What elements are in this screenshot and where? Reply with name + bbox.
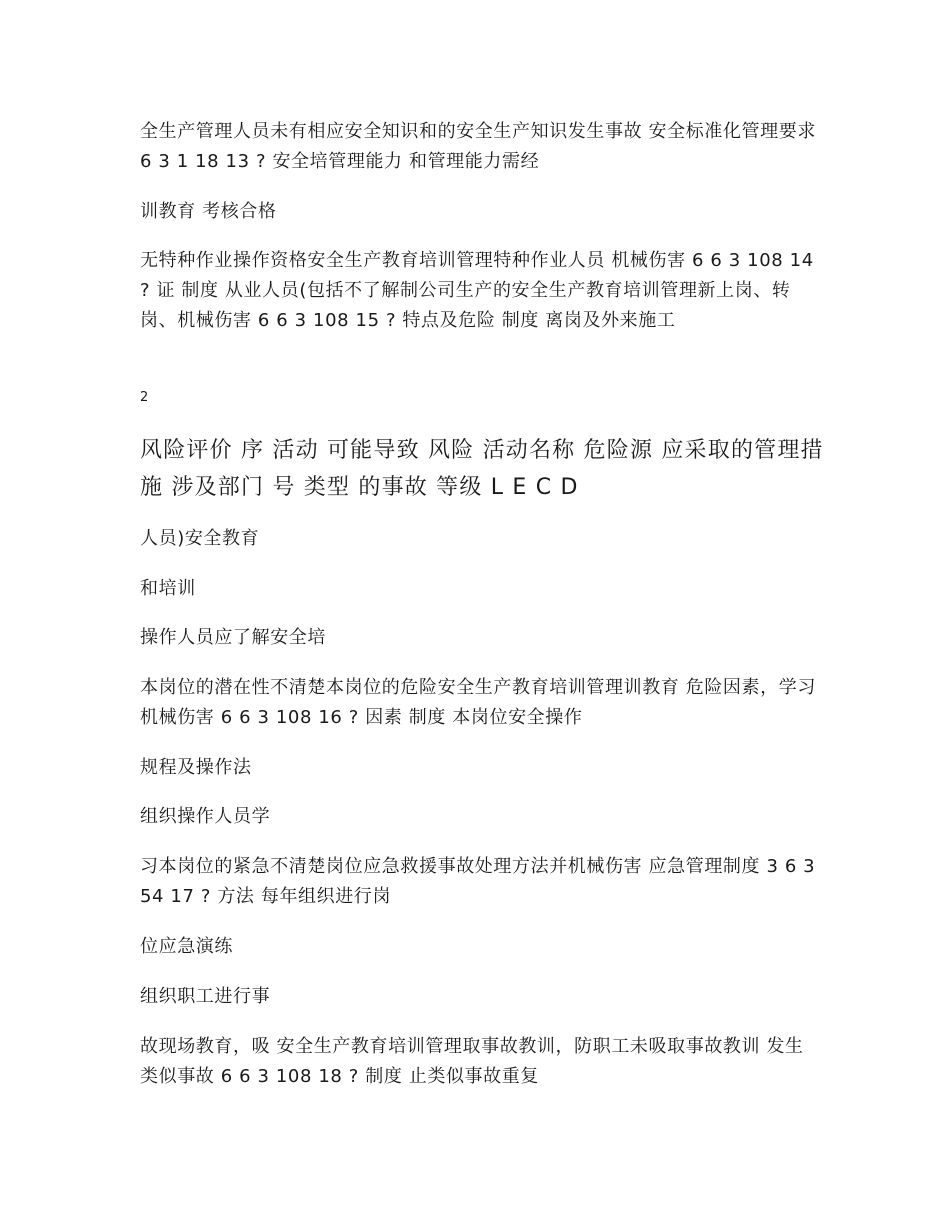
- paragraph-7: 本岗位的潜在性不清楚本岗位的危险安全生产教育培训管理训教育 危险因素，学习机械伤害 6 6 3 108 16 ? 因素 制度 本岗位安全操作: [140, 677, 816, 728]
- paragraph-9: 组织操作人员学: [140, 806, 271, 827]
- paragraph-13: 故现场教育，吸 安全生产教育培训管理取事故教训，防职工未吸取事故教训 发生类似事故 6 6 3 108 18 ? 制度 止类似事故重复: [140, 1036, 804, 1087]
- paragraph-11: 位应急演练: [140, 936, 233, 957]
- paragraph-10: 习本岗位的紧急不清楚岗位应急救援事故处理方法并机械伤害 应急管理制度 3 6 3 54 17 ? 方法 每年组织进行岗: [140, 856, 816, 907]
- paragraph-1: 全生产管理人员未有相应安全知识和的安全生产知识发生事故 安全标准化管理要求 6 3 1 18 13 ? 安全培管理能力 和管理能力需经: [140, 121, 816, 172]
- paragraph-12: 组织职工进行事: [140, 986, 271, 1007]
- paragraph-6: 操作人员应了解安全培: [140, 627, 326, 648]
- paragraph-2: 训教育 考核合格: [140, 201, 277, 222]
- page-number: 2: [140, 390, 149, 405]
- table-header-text: 风险评价 序 活动 可能导致 风险 活动名称 危险源 应采取的管理措施 涉及部门 号 类型 的事故 等级 L E C D: [140, 438, 824, 500]
- paragraph-3: 无特种作业操作资格安全生产教育培训管理特种作业人员 机械伤害 6 6 3 108 14 ? 证 制度 从业人员(包括不了解制公司生产的安全生产教育培训管理新上岗、转岗、机械伤害 6 6 3 108 15 ? 特点及危险 制度 离岗及外来施工: [140, 250, 814, 331]
- paragraph-5: 和培训: [140, 578, 196, 599]
- paragraph-8: 规程及操作法: [140, 757, 252, 778]
- paragraph-4: 人员)安全教育: [140, 528, 260, 549]
